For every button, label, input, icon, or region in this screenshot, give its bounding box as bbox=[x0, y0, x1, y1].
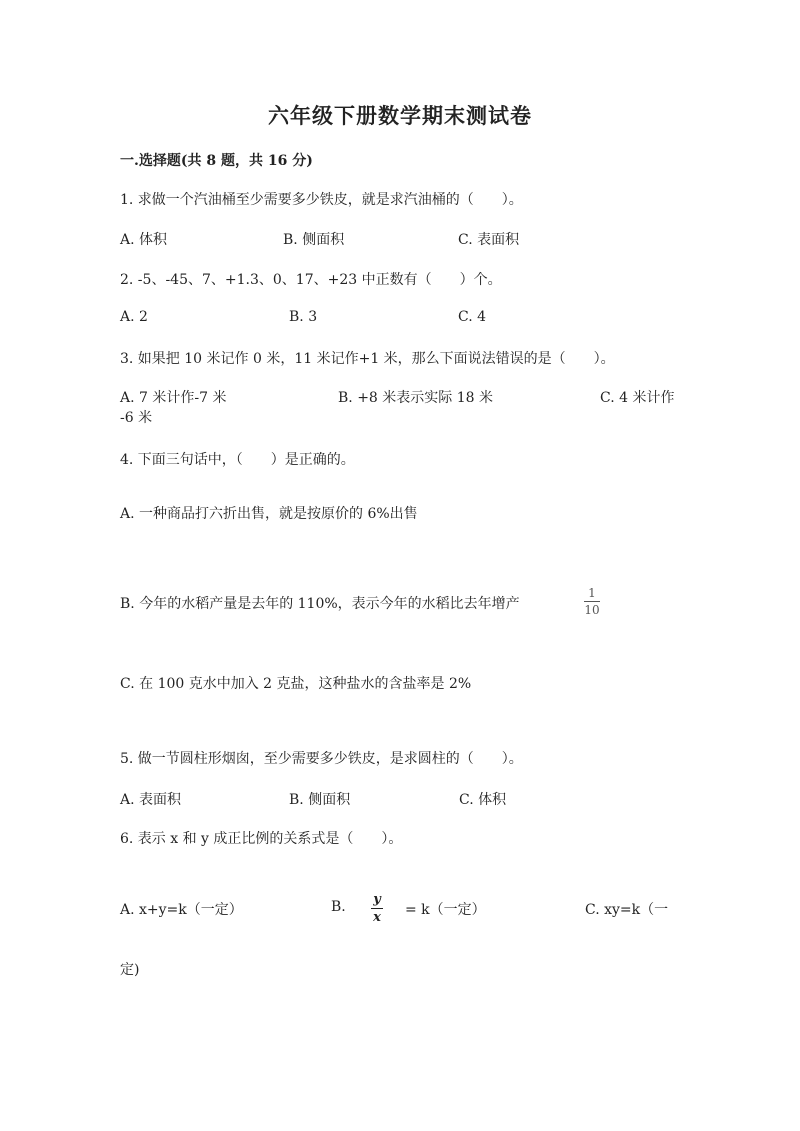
question-5-option-b: B. 侧面积 bbox=[289, 792, 351, 808]
question-6-stem: 6. 表示 x 和 y 成正比例的关系式是（ ）。 bbox=[120, 831, 403, 847]
question-5-option-c: C. 体积 bbox=[459, 792, 507, 808]
question-5-option-a: A. 表面积 bbox=[120, 792, 182, 808]
question-2-stem: 2. -5、-45、7、+1.3、0、17、+23 中正数有（ ）个。 bbox=[120, 272, 502, 288]
fraction-denominator: x bbox=[373, 910, 381, 925]
question-3-option-a: A. 7 米计作-7 米 bbox=[120, 390, 227, 406]
question-5-stem: 5. 做一节圆柱形烟囱，至少需要多少铁皮，是求圆柱的（ ）。 bbox=[120, 751, 523, 767]
question-6-option-c: C. xy=k（一 bbox=[585, 902, 669, 918]
question-4-option-a: A. 一种商品打六折出售，就是按原价的 6%出售 bbox=[120, 506, 418, 522]
fraction-y-over-x bbox=[371, 893, 383, 924]
question-3-stem: 3. 如果把 10 米记作 0 米，11 米记作+1 米，那么下面说法错误的是（ ）。 bbox=[120, 351, 615, 367]
fraction-numerator: 1 bbox=[588, 586, 596, 600]
question-1-option-b: B. 侧面积 bbox=[283, 232, 345, 248]
question-1-option-a: A. 体积 bbox=[120, 232, 168, 248]
question-1-stem: 1. 求做一个汽油桶至少需要多少铁皮，就是求汽油桶的（ ）。 bbox=[120, 192, 523, 208]
section-heading: 一.选择题(共 8 题，共 16 分) bbox=[120, 153, 313, 169]
question-4-stem: 4. 下面三句话中，（ ）是正确的。 bbox=[120, 452, 355, 468]
fraction-numerator: y bbox=[373, 892, 381, 907]
question-3-option-b: B. +8 米表示实际 18 米 bbox=[338, 390, 493, 406]
question-3-option-c-wrap: -6 米 bbox=[120, 410, 153, 426]
question-6-option-b: B. bbox=[331, 899, 346, 915]
question-2-option-b: B. 3 bbox=[289, 309, 318, 325]
question-2-option-c: C. 4 bbox=[458, 309, 487, 325]
fraction-bar bbox=[584, 601, 600, 602]
fraction-denominator: 10 bbox=[584, 603, 600, 617]
question-2-option-a: A. 2 bbox=[120, 309, 148, 325]
fraction-one-tenth bbox=[584, 586, 600, 617]
question-1-option-c: C. 表面积 bbox=[458, 232, 520, 248]
question-6-option-c-wrap: 定) bbox=[120, 962, 140, 978]
question-6-option-b-suffix: = k（一定） bbox=[405, 902, 486, 918]
question-4-option-c: C. 在 100 克水中加入 2 克盐，这种盐水的含盐率是 2% bbox=[120, 676, 472, 692]
page-title: 六年级下册数学期末测试卷 bbox=[268, 103, 532, 128]
fraction-bar bbox=[371, 908, 383, 909]
question-4-option-b: B. 今年的水稻产量是去年的 110%，表示今年的水稻比去年增产 bbox=[120, 596, 520, 612]
question-6-option-a: A. x+y=k（一定） bbox=[120, 902, 243, 918]
question-3-option-c: C. 4 米计作 bbox=[600, 390, 675, 406]
